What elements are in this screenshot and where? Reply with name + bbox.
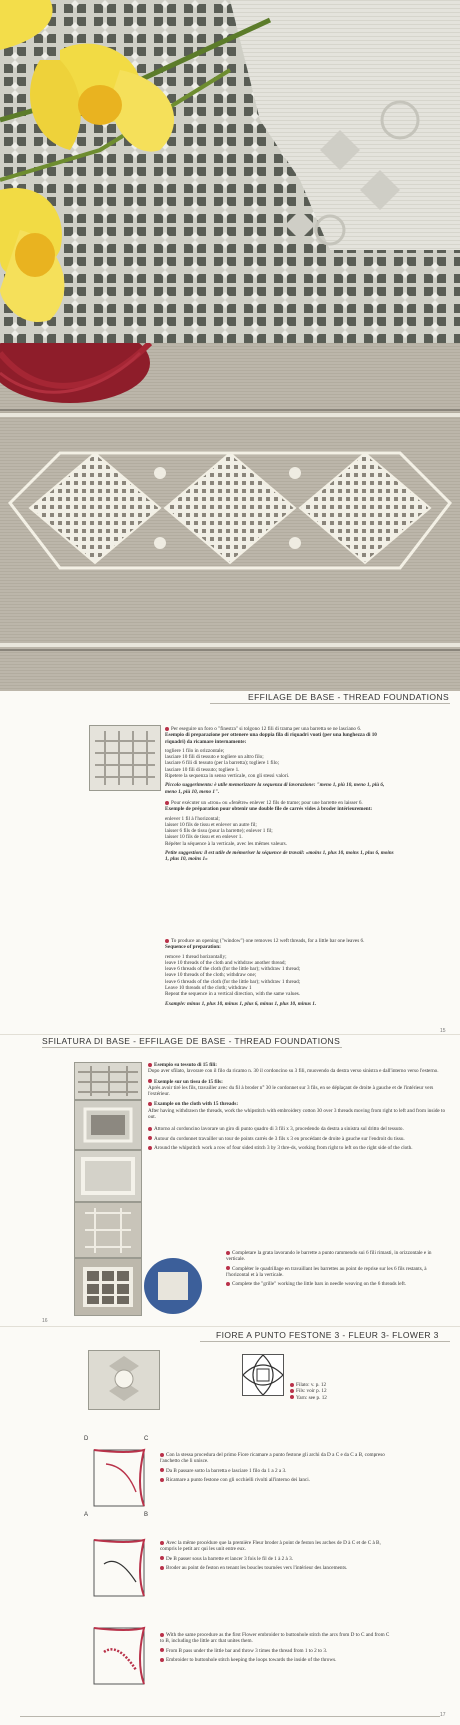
legend-it: Filato: v. p. 12 bbox=[296, 1382, 327, 1388]
hoop-photo bbox=[144, 1258, 202, 1314]
flower-photo bbox=[88, 1350, 160, 1410]
step: leave 6 threads of the cloth (for the little bar); withdraw 1 thread; bbox=[165, 966, 301, 973]
text-block-fr bbox=[160, 1540, 390, 1571]
en1: With the same procedure as the first Flower embroider to buttonhole stitch the arcs from D to C and from C to B, including the little arc that unites them. bbox=[160, 1632, 390, 1645]
step: lasciare 10 fili di tessuto; togliere 1. bbox=[165, 766, 240, 773]
b4-text: Attorno al cordoncino lavorare un giro di punto quadro di 3 fili x 3, procedendo da destra a sinistra sul dritto del tessuto. bbox=[154, 1126, 404, 1133]
tip-fr: Petite suggestion: il est utile de mémoriser la séquence de travail: «moins 1, plus 10, moins 1, plus 6, moins 1, plus 10, moins 1» bbox=[165, 850, 394, 863]
bullet-icon bbox=[160, 1658, 164, 1662]
bullet-icon bbox=[148, 1146, 152, 1150]
en2: From B pass under the little bar and throw 3 times the thread from 1 to 2 to 3. bbox=[166, 1647, 328, 1654]
legend-en: Yarn: see p. 12 bbox=[296, 1394, 327, 1401]
text-block-english bbox=[165, 938, 395, 1007]
flower-diagram bbox=[242, 1354, 284, 1396]
step-photo-2 bbox=[74, 1100, 142, 1150]
title-en: Sequence of preparation: bbox=[165, 944, 221, 951]
step-photo-4 bbox=[74, 1202, 142, 1258]
text-block-it bbox=[160, 1452, 390, 1483]
fr3: Broder au point de feston en tenant les boucles tournées vers l'intérieur des lancements. bbox=[166, 1564, 348, 1571]
step: leave 10 threads of the cloth; withdraw one; bbox=[165, 972, 257, 979]
en3: Embroider to buttonhole stitch keeping the loops towards the inside of the throws. bbox=[166, 1656, 337, 1663]
step: laisser 6 fils de tissu (pour la barrette); enlever 1 fil; bbox=[165, 828, 273, 835]
page-divider bbox=[0, 1326, 460, 1327]
b2-title: Exemple sur un tissu de 15 fils: bbox=[154, 1078, 223, 1085]
page-number: 16 bbox=[42, 1318, 48, 1324]
intro-en: To produce an opening ("window") one removes 12 weft threads, for a little bar one leaves 6. bbox=[171, 938, 365, 944]
flower-diagram-svg bbox=[243, 1355, 283, 1395]
bullet-icon bbox=[160, 1556, 164, 1560]
it2: Da B passare sotto la barretta e lasciare 1 filo da 1 a 2 a 3. bbox=[166, 1467, 287, 1474]
stitch-diagram-2 bbox=[88, 1534, 150, 1602]
step: leave 10 threads of the cloth and withdraw another thread; bbox=[165, 959, 286, 966]
bullet-icon bbox=[148, 1063, 152, 1067]
fr1: Avec la même procédure que la première Fleur broder à point de feston les arches de D à C et de C à B, compris le petit arc qui les unit entre eux. bbox=[160, 1540, 381, 1553]
step: togliere 1 filo in orizzontale; bbox=[165, 747, 225, 754]
intro-fr: Pour exécuter un «trou» ou «fenêtre» enlever 12 fils de trame; pour une barrette en laisser 6. bbox=[171, 800, 363, 806]
step: laisser 10 fils de tissu et en enlever 1. bbox=[165, 834, 243, 841]
bullet-icon bbox=[160, 1566, 164, 1570]
b5-text: Autour du cordonnet travailler un tour de points carrés de 3 fils x 3 en procédant de droite à gauche sur l'endroit du tissu. bbox=[154, 1135, 405, 1142]
embroidery-photo-runner bbox=[0, 343, 460, 691]
yarn-legend bbox=[290, 1382, 390, 1401]
bullet-icon bbox=[226, 1282, 230, 1286]
legend-fr: Fils: voir p. 12 bbox=[296, 1388, 327, 1395]
text-block-french bbox=[165, 800, 395, 863]
bullet-icon bbox=[290, 1383, 294, 1387]
tip-it: Piccolo suggerimento: è utile memorizzare la sequenza di lavorazione: "meno 1, più 10, meno 1, più 6, meno 1, più 10, meno 1". bbox=[165, 782, 385, 795]
bullet-icon bbox=[148, 1136, 152, 1140]
page-number: 15 bbox=[440, 1028, 446, 1034]
footer-rule bbox=[20, 1716, 440, 1717]
b7-text: Completare la grata lavorando le barrette a punto rammendo sui 6 fili rimasti, in orizzontale e in verticale. bbox=[226, 1250, 432, 1263]
bullet-icon bbox=[160, 1633, 164, 1637]
text-block-page2-a bbox=[148, 1062, 448, 1151]
b6-text: Around the whipstitch work a row of four sided stitch 3 by 3 thre-ds, working from right to left on the right side of the cloth. bbox=[154, 1144, 413, 1151]
bullet-icon bbox=[226, 1266, 230, 1270]
b1-text: Dopo aver sfilato, lavorare con il filo da ricamo n. 30 il cordoncino su 3 fili, muovendo da destra verso sinistra e dall'interno verso l'esterno. bbox=[148, 1068, 439, 1075]
step-photo-1 bbox=[74, 1062, 142, 1100]
flower-illustration bbox=[89, 1351, 159, 1409]
page-header: EFFILAGE DE BASE - THREAD FOUNDATIONS bbox=[248, 692, 450, 702]
step: laisser 10 fils de tissu et enlever un autre fil; bbox=[165, 821, 257, 828]
diagram-svg-2 bbox=[88, 1534, 150, 1602]
grille-illustration bbox=[75, 1259, 141, 1315]
step: Leave 10 threads of the cloth; withdraw 1 bbox=[165, 985, 252, 992]
step: Répéter la séquence à la verticale, avec les mêmes valeurs. bbox=[165, 840, 287, 847]
step1-illustration bbox=[75, 1063, 141, 1099]
header-rule bbox=[200, 1341, 450, 1342]
bullet-icon bbox=[290, 1395, 294, 1399]
bullet-icon bbox=[160, 1648, 164, 1652]
page-divider bbox=[0, 1034, 460, 1035]
b9-text: Complete the "grille" working the little bars in needle weaving on the 6 threads left. bbox=[232, 1281, 407, 1288]
tip-en: Example: minus 1, plus 10, minus 1, plus 6, minus 1, plus 10, minus 1. bbox=[165, 1000, 317, 1007]
grid-illustration bbox=[90, 726, 160, 790]
page-header: FIORE A PUNTO FESTONE 3 - FLEUR 3- FLOWER 3 bbox=[216, 1330, 439, 1340]
step: Ripetere la sequenza in senso verticale, con gli stessi valori. bbox=[165, 773, 290, 780]
bullet-icon bbox=[148, 1102, 152, 1106]
text-block-en bbox=[160, 1632, 390, 1663]
fr2: De B passer sous la barrette et lancer 3 fois le fil de 1 à 2 à 3. bbox=[166, 1555, 294, 1562]
bullet-icon bbox=[160, 1478, 164, 1482]
step3-illustration bbox=[75, 1151, 141, 1201]
header-rule bbox=[42, 1047, 342, 1048]
letter-a: A bbox=[84, 1512, 89, 1518]
hoop-fabric bbox=[158, 1272, 188, 1300]
b8-text: Compléter le quadrillage en travaillant les barrettes au point de reprise sur les 6 fils restants, à l'horizontal et à la verticale. bbox=[226, 1265, 427, 1278]
step-photo-5 bbox=[74, 1258, 142, 1316]
header-rule bbox=[210, 703, 450, 704]
bullet-icon bbox=[148, 1079, 152, 1083]
b3-title: Example on the cloth with 15 threads: bbox=[154, 1101, 239, 1108]
step: lasciare 10 fili di tessuto e togliere un altro filo; bbox=[165, 754, 264, 761]
it1: Con la stessa procedura del primo Fiore ricamare a punto festone gli archi da D a C e da C a B, compreso l'anchetto che li unisce. bbox=[160, 1452, 385, 1465]
step: enlever 1 fil à l'horizontal; bbox=[165, 815, 220, 822]
runner-illustration bbox=[0, 343, 460, 691]
bullet-icon bbox=[165, 801, 169, 805]
bullet-icon bbox=[165, 727, 169, 731]
step: remove 1 thread horizontally; bbox=[165, 953, 227, 960]
step4-illustration bbox=[75, 1203, 141, 1257]
b2-text: Après avoir tiré les fils, travailler avec du fil à broder n° 30 le cordonnet sur 3 fils, en se déplaçant de droite à gauche et de l'intérieur vers l'extérieur. bbox=[148, 1084, 434, 1098]
step: Repeat the sequence in a vertical direction, with the same values. bbox=[165, 991, 301, 998]
title-fr: Exemple de préparation pour obtenir une double file de carrés vides à broder intérieurement: bbox=[165, 806, 373, 813]
b3-text: After having withdrawn the threads, work the whipstitch with embroidery cotton 30 over 3 threads moving from right to left and from inside to out. bbox=[148, 1107, 446, 1121]
bullet-icon bbox=[226, 1251, 230, 1255]
text-block-page2-b bbox=[226, 1250, 446, 1287]
page-number: 17 bbox=[440, 1712, 446, 1718]
letter-b: B bbox=[144, 1512, 149, 1518]
embroidery-photo-daffodils bbox=[0, 0, 460, 343]
bullet-icon bbox=[160, 1541, 164, 1545]
thread-grid-photo bbox=[89, 725, 161, 791]
bullet-icon bbox=[165, 939, 169, 943]
letter-d: D bbox=[84, 1436, 89, 1442]
bullet-icon bbox=[160, 1468, 164, 1472]
hardanger-daffodil-illustration bbox=[0, 0, 460, 343]
step: leave 6 threads of the cloth (for the little bar); withdraw 1 thread; bbox=[165, 978, 301, 985]
bullet-icon bbox=[290, 1389, 294, 1393]
step2-illustration bbox=[75, 1101, 141, 1149]
text-block-italian bbox=[165, 726, 395, 795]
step: lasciare 6 fili di tessuto (per la barretta); togliere 1 filo; bbox=[165, 760, 280, 767]
letter-c: C bbox=[144, 1436, 149, 1442]
bullet-icon bbox=[160, 1453, 164, 1457]
page-header: SFILATURA DI BASE - EFFILAGE DE BASE - THREAD FOUNDATIONS bbox=[42, 1036, 341, 1046]
stitch-diagram-1 bbox=[88, 1444, 150, 1512]
intro-it: Per eseguire un foro o "finestra" si tolgono 12 fili di trama per una barretta se ne lasciano 6. bbox=[171, 726, 362, 732]
stitch-diagram-3 bbox=[88, 1622, 150, 1690]
step-photo-3 bbox=[74, 1150, 142, 1202]
it3: Ricamare a punto festone con gli occhielli rivolti all'interno dei lanci. bbox=[166, 1476, 310, 1483]
bullet-icon bbox=[148, 1127, 152, 1131]
diagram-svg-3 bbox=[88, 1622, 150, 1690]
diagram-svg-1 bbox=[88, 1444, 150, 1512]
b1-title: Esempio su tessuto di 15 fili: bbox=[154, 1062, 217, 1068]
title-it: Esempio di preparazione per ottenere una doppia fila di riquadri vuoti (per una lunghezza di 10 riquadri) da ricamare internamente: bbox=[165, 732, 377, 745]
